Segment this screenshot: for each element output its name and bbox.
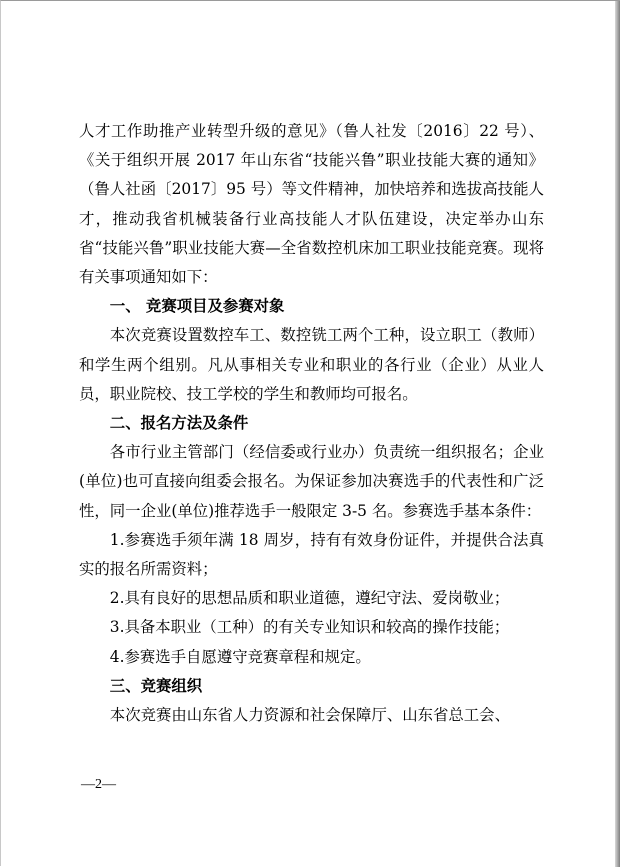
condition-item-2: 2.具有良好的思想品质和职业道德，遵纪守法、爱岗敬业； <box>109 589 510 608</box>
paragraph-intro-continued: 人才工作助推产业转型升级的意见》（鲁人社发〔2016〕22 号）、《关于组织开展 2017 年山东省“技能兴鲁”职业技能大赛的通知》（鲁人社函〔2017〕95 号）等文件精神，加快培养和选拔高技能人才，推动我省机械装备行业高技能人才队伍建设，决定举办山东省“技能兴鲁”职业技能大赛—全省数控机床加工职业技能竞赛。现将有关事项通知如下： <box>79 122 544 287</box>
section-heading-2: 二、报名方法及条件 <box>109 414 249 433</box>
condition-item-4: 4.参赛选手自愿遵守竞赛章程和规定。 <box>109 647 371 666</box>
body-text <box>79 117 544 730</box>
condition-item-1: 1.参赛选手须年满 18 周岁，持有有效身份证件，并提供合法真实的报名所需资料； <box>79 530 544 579</box>
paragraph-section-1: 本次竞赛设置数控车工、数控铣工两个工种，设立职工（教师）和学生两个组别。凡从事相关专业和职业的各行业（企业）从业人员，职业院校、技工学校的学生和教师均可报名。 <box>79 326 544 403</box>
page-number: —2— <box>81 777 116 792</box>
section-heading-1: 一、 竞赛项目及参赛对象 <box>109 297 285 316</box>
paragraph-section-3: 本次竞赛由山东省人力资源和社会保障厅、山东省总工会、 <box>109 706 510 725</box>
condition-item-3: 3.具备本职业（工种）的有关专业知识和较高的操作技能； <box>109 618 510 637</box>
section-heading-3: 三、竞赛组织 <box>109 676 203 695</box>
page-edge-shadow <box>615 1 620 867</box>
paragraph-section-2: 各市行业主管部门（经信委或行业办）负责统一组织报名；企业(单位)也可直接向组委会报名。为保证参加决赛选手的代表性和广泛性，同一企业(单位)推荐选手一般限定 3-5 名。参赛选手基本条件： <box>79 443 544 520</box>
